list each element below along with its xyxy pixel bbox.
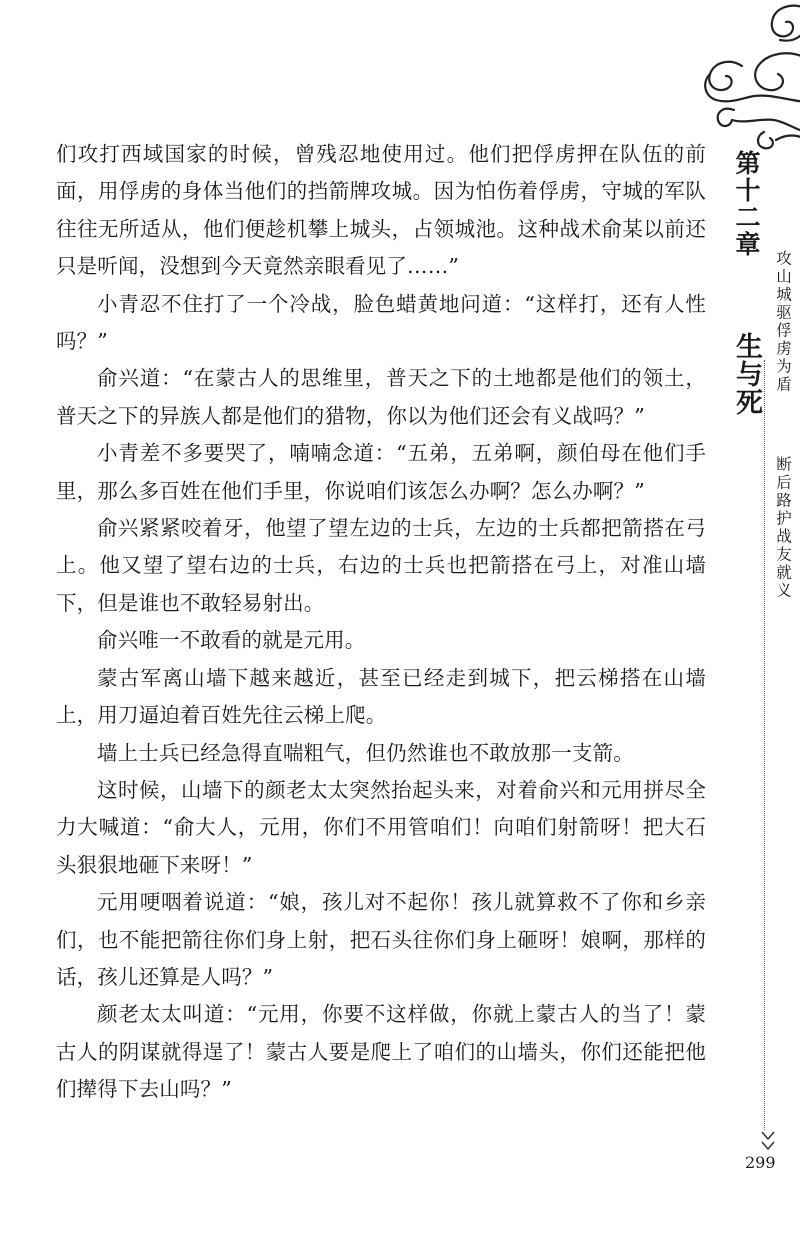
paragraph-7: 蒙古军离山墙下越来越近，甚至已经走到城下，把云梯搭在山墙上，用刀逼迫着百姓先往云梯上爬。	[56, 665, 706, 728]
paragraph-11: 颜老太太叫道：“元用，你要不这样做，你就上蒙古人的当了！蒙古人的阴谋就得逞了！蒙古人要是爬上了咱们的山墙头，你们还能把他们撵得下去山吗？”	[56, 1002, 706, 1102]
section-heading-a: 攻山城驱俘虏为盾	[774, 250, 792, 394]
page-number: 299	[745, 1153, 776, 1172]
cloud-ornament-icon	[694, 0, 800, 150]
paragraph-8: 墙上士兵已经急得直喘粗气，但仍然谁也不敢放那一支箭。	[97, 740, 634, 765]
sidebar-dotted-rule	[764, 360, 766, 1130]
paragraph-5: 俞兴紧紧咬着牙，他望了望左边的士兵，左边的士兵都把箭搭在弓上。他又望了望右边的士兵，右边的士兵也把箭搭在弓上，对准山墙下，但是谁也不敢轻易射出。	[56, 516, 706, 615]
double-chevron-down-icon	[758, 1130, 778, 1154]
paragraph-2: 小青忍不住打了一个冷战，脸色蜡黄地问道：“这样打，还有人性吗？”	[56, 291, 706, 354]
paragraph-4: 小青差不多要哭了，喃喃念道：“五弟，五弟啊，颜伯母在他们手里，那么多百姓在他们手里，你说咱们该怎么办啊？怎么办啊？”	[56, 441, 706, 503]
paragraph-6: 俞兴唯一不敢看的就是元用。	[97, 628, 366, 653]
paragraph-10: 元用哽咽着说道：“娘，孩儿对不起你！孩儿就算救不了你和乡亲们，也不能把箭往你们身上射，把石头往你们身上砸呀！娘啊，那样的话，孩儿还算是人吗？”	[56, 890, 706, 989]
section-heading-b: 断后路护战友就义	[774, 456, 792, 600]
chapter-number: 第十二章	[732, 150, 761, 258]
chapter-title: 生与死	[731, 332, 762, 416]
body-text	[56, 136, 706, 1109]
paragraph-3: 俞兴道：“在蒙古人的思维里，普天之下的土地都是他们的领土，普天之下的异族人都是他们的猎物，你以为他们还会有义战吗？”	[56, 366, 706, 428]
paragraph-9: 这时候，山墙下的颜老太太突然抬起头来，对着俞兴和元用拼尽全力大喊道：“俞大人，元用，你们不用管咱们！向咱们射箭呀！把大石头狠狠地砸下来呀！”	[56, 777, 706, 877]
paragraph-1: 们攻打西域国家的时候，曾残忍地使用过。他们把俘虏押在队伍的前面，用俘虏的身体当他们的挡箭牌攻城。因为怕伤着俘虏，守城的军队往往无所适从，他们便趁机攀上城头，占领城池。这种战术俞某以前还只是听闻，没想到今天竟然亲眼看见了……”	[56, 142, 706, 279]
